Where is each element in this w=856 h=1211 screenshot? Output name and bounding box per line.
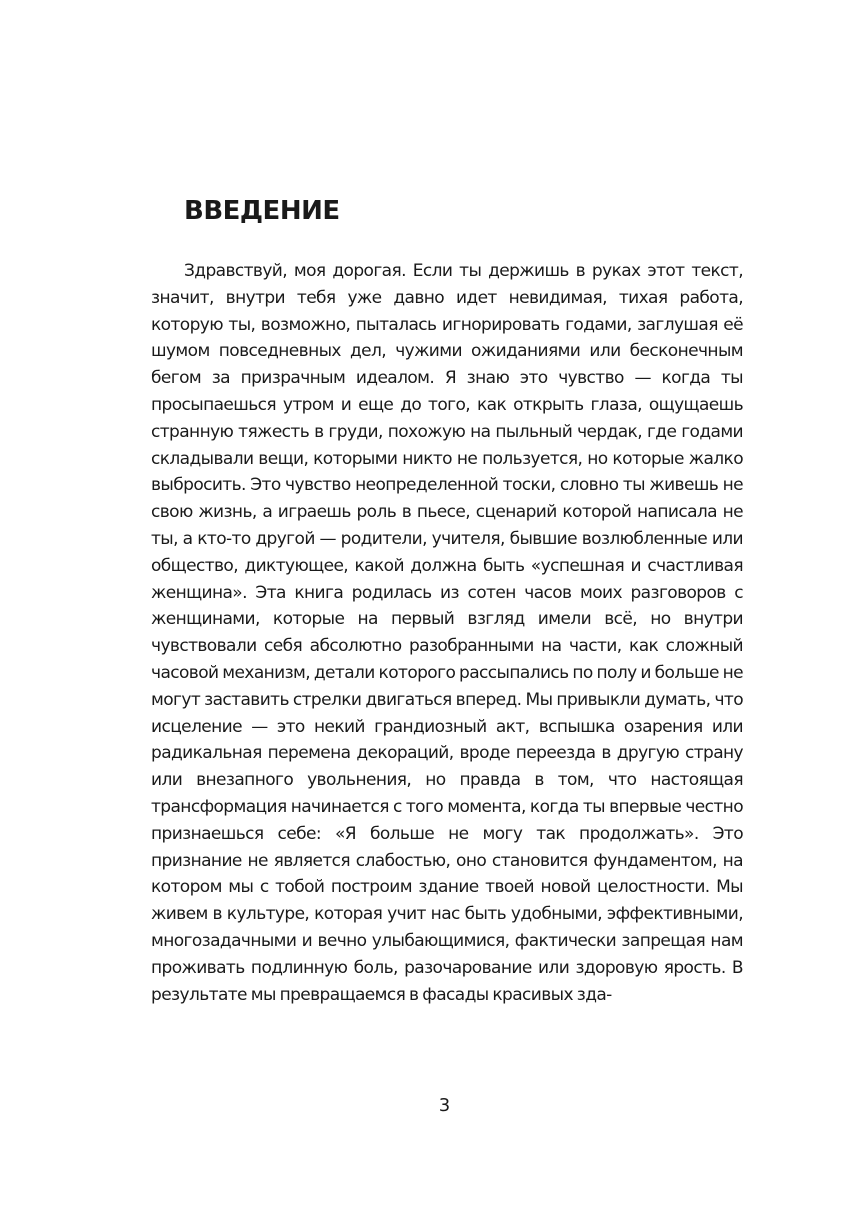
body-paragraph: Здравствуй, моя дорогая. Если ты держишь в руках этот текст, значит, внутри тебя уже давно идет невидимая, тихая работа, которую ты, возможно, пыталась игнорировать годами, заглушая её шумом повседневных дел, чужими ожиданиями или бесконечным бегом за призрачным идеалом. Я знаю это чувство — когда ты просыпаешься утром и еще до того, как открыть глаза, ощущаешь странную тяжесть в груди, похожую на пыльный чердак, где годами складывали вещи, которыми никто не пользуется, но которые жалко выбросить. Это чувство неопределенной тоски, словно ты живешь не свою жизнь, а играешь роль в пьесе, сценарий которой написала не ты, а кто-то другой — родители, учителя, бывшие возлюбленные или общество, диктующее, какой должна быть «успешная и счастливая женщина». Эта книга родилась из сотен часов моих разговоров с женщинами, которые на первый взгляд имели всё, но внутри чувствовали себя абсолютно разобранными на части, как сложный часовой механизм, детали которого рассыпались по полу и больше не могут заставить стрелки двигаться вперед. Мы привыкли думать, что исцеление — это некий грандиозный акт, вспышка озарения или радикальная перемена декораций, вроде переезда в другую страну или внезапного увольнения, но правда в том, что настоящая трансформация начинается с того момента, когда ты впервые честно признаешься себе: «Я больше не могу так продолжать». Это признание не является слабостью, оно становится фундаментом, на котором мы с тобой построим здание твоей новой целостности. Мы живем в культуре, которая учит нас быть удобными, эффективными, многозадачными и вечно улыбающимися, фактически запрещая нам проживать подлинную боль, разочарование или здоровую ярость. В результате мы превращаемся в фасады красивых зда- <box>151 261 743 1005</box>
chapter-heading: ВВЕДЕНИЕ <box>184 196 340 226</box>
page-number: 3 <box>438 1095 451 1116</box>
